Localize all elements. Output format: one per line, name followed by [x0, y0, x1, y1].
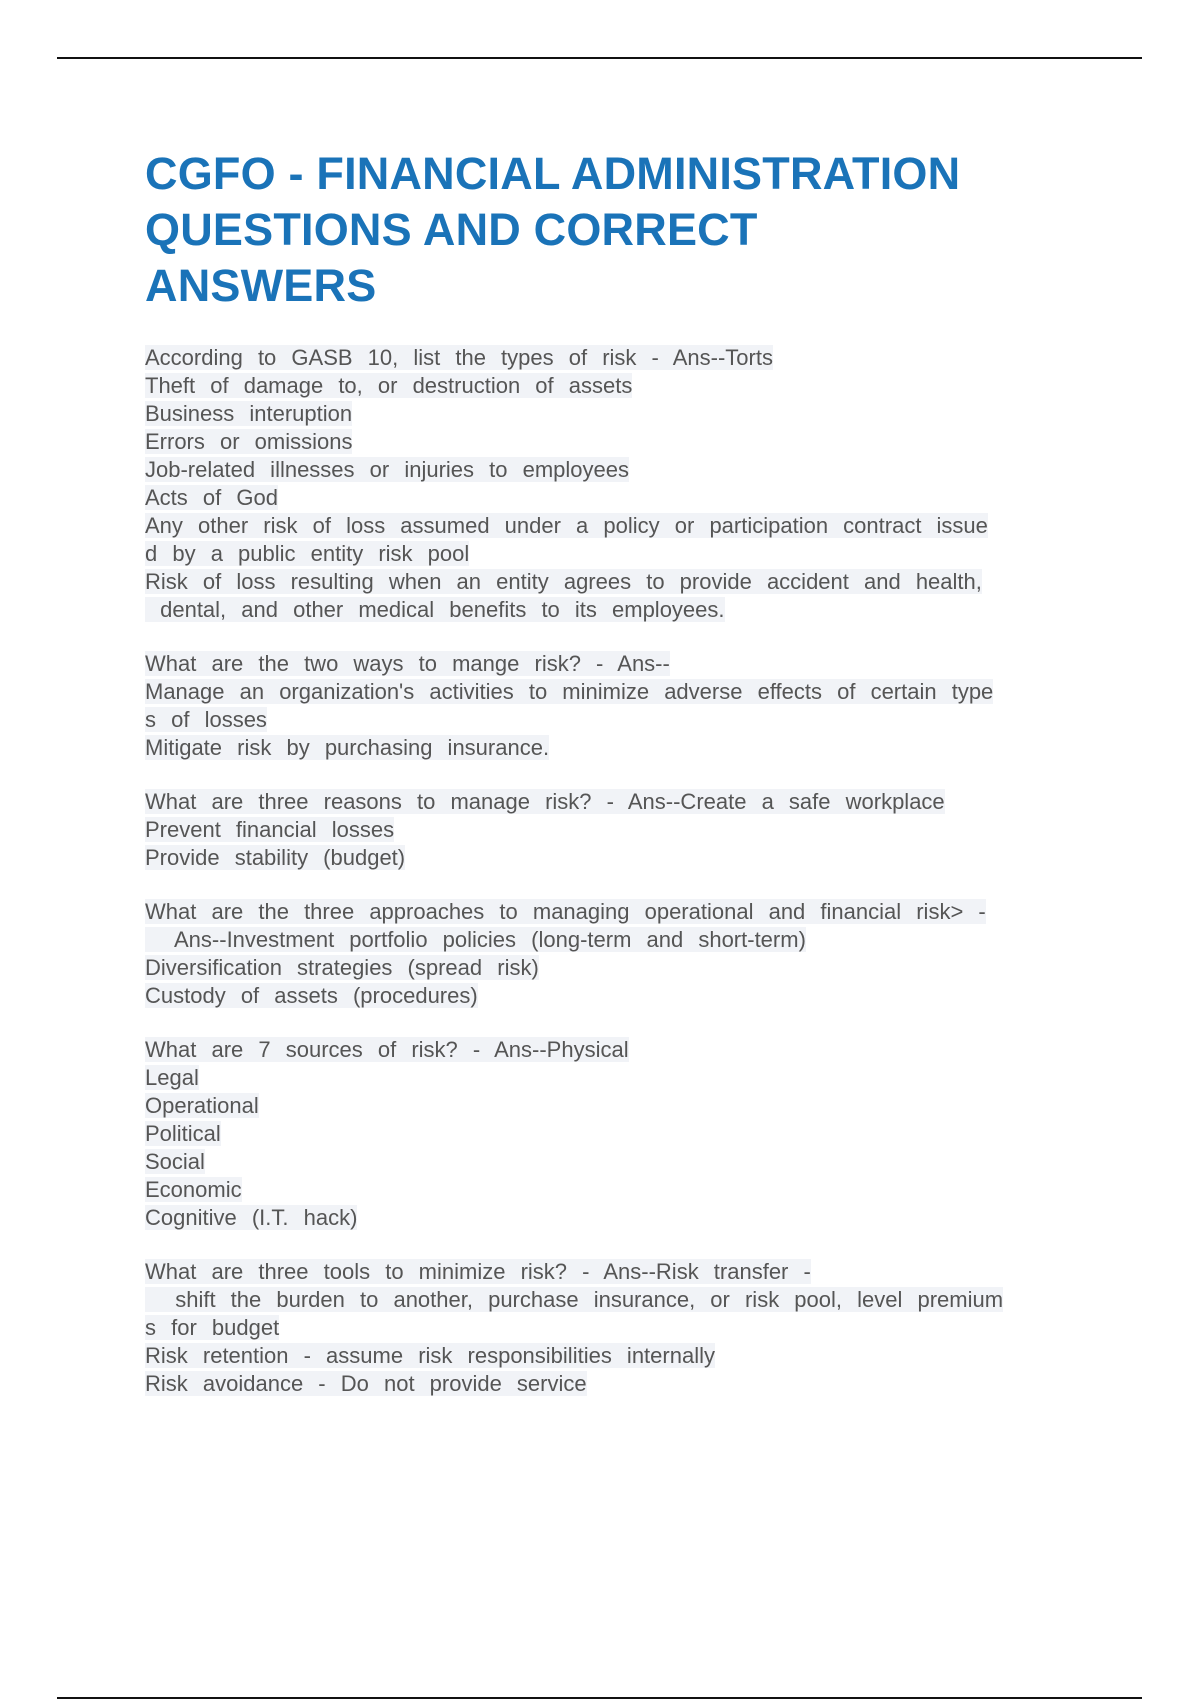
text-line: Job-related illnesses or injuries to employees [145, 457, 629, 482]
title-line: ANSWERS [145, 260, 377, 311]
title-line: QUESTIONS AND CORRECT [145, 204, 758, 255]
text-line: Theft of damage to, or destruction of assets [145, 373, 633, 398]
text-line: Prevent financial losses [145, 817, 395, 842]
text-line: Political [145, 1121, 221, 1146]
text-line: What are the two ways to mange risk? - Ans-- [145, 651, 670, 676]
text-line: Mitigate risk by purchasing insurance. [145, 735, 550, 760]
qa-block-manage-ways [145, 650, 1085, 762]
text-line: Operational [145, 1093, 259, 1118]
text-line: Social [145, 1149, 205, 1174]
text-line: Risk retention - assume risk responsibilities internally [145, 1343, 715, 1368]
text-line: dental, and other medical benefits to its employees. [145, 597, 725, 622]
qa-block-sources [145, 1036, 1085, 1232]
text-line: Risk avoidance - Do not provide service [145, 1371, 587, 1396]
text-line: Acts of God [145, 485, 278, 510]
text-line: shift the burden to another, purchase insurance, or risk pool, level premium [145, 1287, 1004, 1312]
title-line: CGFO - FINANCIAL ADMINISTRATION [145, 148, 961, 199]
text-line: Ans--Investment portfolio policies (long-term and short-term) [145, 927, 806, 952]
document-title [145, 146, 1085, 314]
document-body [145, 146, 1085, 1424]
qa-block-risk-types [145, 344, 1085, 624]
text-line: Legal [145, 1065, 199, 1090]
text-line: Any other risk of loss assumed under a policy or participation contract issue [145, 513, 988, 538]
text-line: Provide stability (budget) [145, 845, 406, 870]
text-line: Manage an organization's activities to minimize adverse effects of certain type [145, 679, 994, 704]
text-line: What are three tools to minimize risk? - Ans--Risk transfer - [145, 1259, 811, 1284]
qa-list [145, 344, 1085, 1398]
qa-block-approaches [145, 898, 1085, 1010]
header-rule [57, 57, 1142, 59]
text-line: Custody of assets (procedures) [145, 983, 478, 1008]
text-line: Risk of loss resulting when an entity agrees to provide accident and health, [145, 569, 982, 594]
text-line: What are 7 sources of risk? - Ans--Physical [145, 1037, 629, 1062]
text-line: Cognitive (I.T. hack) [145, 1205, 358, 1230]
qa-block-reasons [145, 788, 1085, 872]
text-line: Economic [145, 1177, 242, 1202]
text-line: s for budget [145, 1315, 280, 1340]
text-line: Errors or omissions [145, 429, 353, 454]
text-line: Diversification strategies (spread risk) [145, 955, 539, 980]
text-line: What are the three approaches to managing operational and financial risk> - [145, 899, 986, 924]
text-line: What are three reasons to manage risk? - Ans--Create a safe workplace [145, 789, 945, 814]
text-line: According to GASB 10, list the types of risk - Ans--Torts [145, 345, 773, 370]
footer-rule [57, 1697, 1142, 1699]
qa-block-tools [145, 1258, 1085, 1398]
text-line: s of losses [145, 707, 267, 732]
text-line: Business interuption [145, 401, 353, 426]
text-line: d by a public entity risk pool [145, 541, 470, 566]
